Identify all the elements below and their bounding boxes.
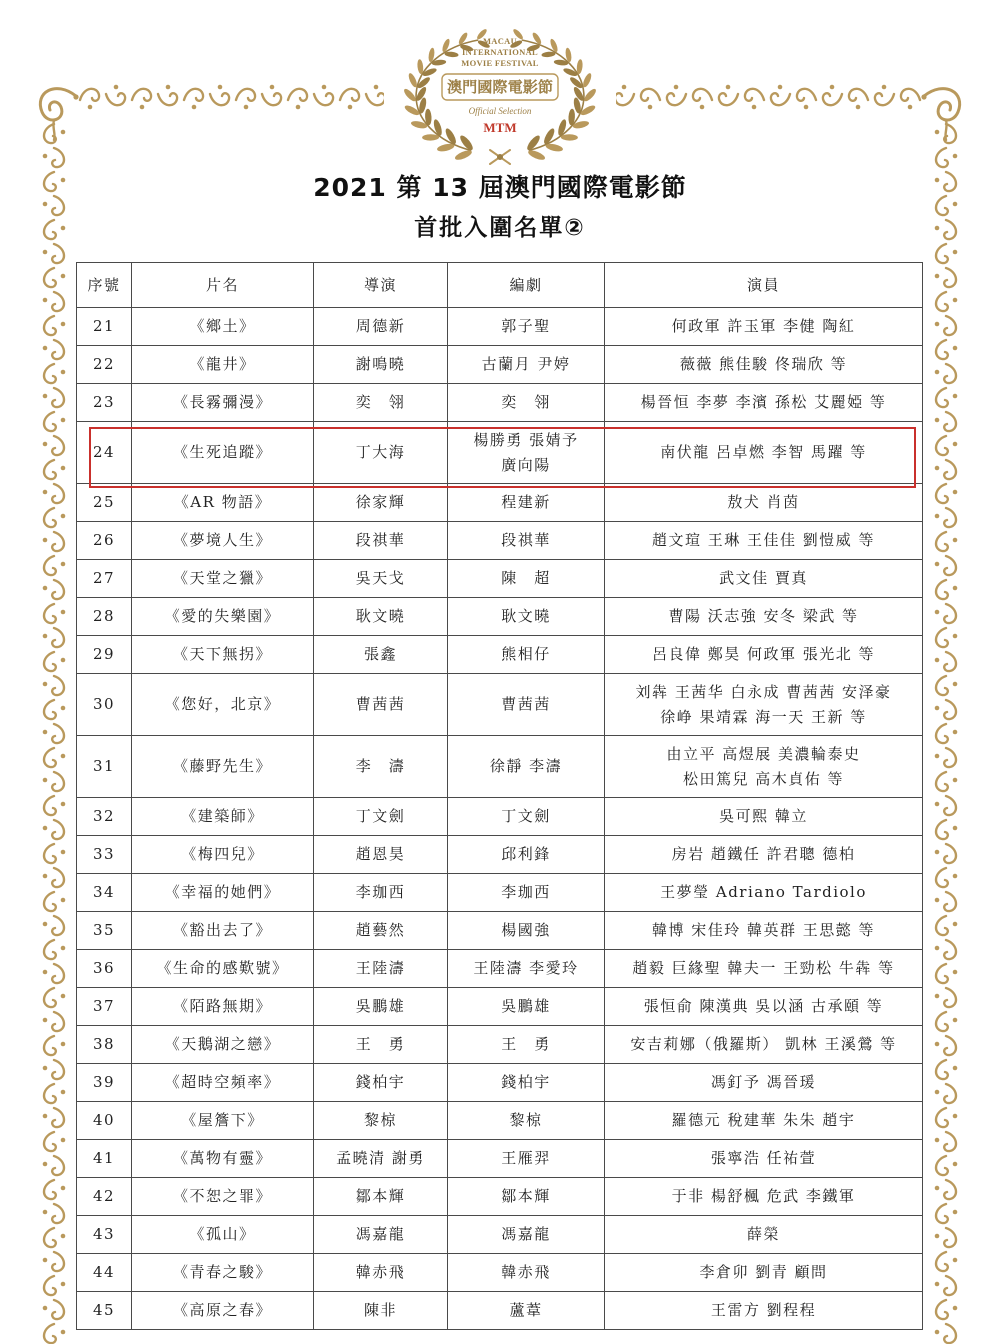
row-number-cell: 27 (77, 560, 132, 598)
writer-cell: 邱利鋒 (448, 836, 605, 874)
film-title-cell: 《生命的感歎號》 (132, 950, 314, 988)
cast-cell: 馮釘予 馮晉瑗 (605, 1064, 923, 1102)
row-number-cell: 44 (77, 1254, 132, 1292)
table-row (77, 484, 923, 522)
table-row (77, 422, 923, 484)
logo-official-selection: Official Selection (468, 106, 532, 116)
row-number-cell: 26 (77, 522, 132, 560)
cast-cell: 呂良偉 鄭昊 何政軍 張光北 等 (605, 636, 923, 674)
director-cell: 趙恩昊 (314, 836, 448, 874)
row-number-cell: 43 (77, 1216, 132, 1254)
right-border-strip (928, 122, 964, 1344)
director-cell: 謝鳴曉 (314, 346, 448, 384)
writer-cell: 段祺華 (448, 522, 605, 560)
film-title-cell: 《萬物有靈》 (132, 1140, 314, 1178)
column-header-director: 導演 (314, 263, 448, 308)
table-row (77, 346, 923, 384)
table-row (77, 522, 923, 560)
table-row (77, 736, 923, 798)
laurel-leaf (422, 134, 439, 141)
film-title-cell: 《龍井》 (132, 346, 314, 384)
writer-cell: 李珈西 (448, 874, 605, 912)
writer-cell: 吳鵬雄 (448, 988, 605, 1026)
director-cell: 耿文曉 (314, 598, 448, 636)
director-cell: 丁大海 (314, 422, 448, 484)
writer-cell: 鄒本輝 (448, 1178, 605, 1216)
left-border-strip (36, 122, 72, 1344)
top-left-border-strip (78, 80, 384, 114)
column-header-number: 序號 (77, 263, 132, 308)
row-number-cell: 33 (77, 836, 132, 874)
director-cell: 張鑫 (314, 636, 448, 674)
cast-cell: 李倉卯 劉青 顧問 (605, 1254, 923, 1292)
laurel-leaf (402, 87, 417, 103)
cast-cell: 羅德元 稅建華 朱朱 趙宇 (605, 1102, 923, 1140)
logo-brand: MTM (483, 120, 517, 135)
cast-cell: 薇薇 熊佳駿 佟瑞欣 等 (605, 346, 923, 384)
film-title-cell: 《屋簷下》 (132, 1102, 314, 1140)
director-cell: 吳鵬雄 (314, 988, 448, 1026)
director-cell: 吳天戈 (314, 560, 448, 598)
cast-cell: 王夢瑩 Adriano Tardiolo (605, 874, 923, 912)
table-row (77, 674, 923, 736)
table-row (77, 1026, 923, 1064)
film-title-cell: 《鄉土》 (132, 308, 314, 346)
film-title-cell: 《夢境人生》 (132, 522, 314, 560)
table-row (77, 1254, 923, 1292)
row-number-cell: 30 (77, 674, 132, 736)
table-row (77, 598, 923, 636)
column-header-film-title: 片名 (132, 263, 314, 308)
table-body (77, 308, 923, 1330)
row-number-cell: 39 (77, 1064, 132, 1102)
row-number-cell: 45 (77, 1292, 132, 1330)
film-title-cell: 《天鵝湖之戀》 (132, 1026, 314, 1064)
logo-line-movie-festival: MOVIE FESTIVAL (461, 58, 539, 68)
director-cell: 王 勇 (314, 1026, 448, 1064)
writer-cell: 熊相仔 (448, 636, 605, 674)
row-number-cell: 38 (77, 1026, 132, 1064)
page-subtitle: 首批入圍名單② (414, 215, 586, 241)
row-number-cell: 23 (77, 384, 132, 422)
film-title-cell: 《愛的失樂園》 (132, 598, 314, 636)
cast-cell: 曹陽 沃志強 安冬 梁武 等 (605, 598, 923, 636)
writer-cell: 曹茜茜 (448, 674, 605, 736)
cast-cell: 房岩 趙鐵任 許君聰 德柏 (605, 836, 923, 874)
laurel-leaf (432, 118, 443, 136)
writer-cell: 耿文曉 (448, 598, 605, 636)
director-cell: 李珈西 (314, 874, 448, 912)
film-title-cell: 《不恕之罪》 (132, 1178, 314, 1216)
laurel-leaf (557, 118, 568, 136)
writer-cell: 徐靜 李濤 (448, 736, 605, 798)
director-cell: 段祺華 (314, 522, 448, 560)
row-number-cell: 36 (77, 950, 132, 988)
table-row (77, 1102, 923, 1140)
director-cell: 趙藝然 (314, 912, 448, 950)
writer-cell: 奕 翎 (448, 384, 605, 422)
film-title-cell: 《陌路無期》 (132, 988, 314, 1026)
writer-cell: 王 勇 (448, 1026, 605, 1064)
laurel-leaf (441, 38, 451, 53)
row-number-cell: 29 (77, 636, 132, 674)
wreath-ribbon-icon (490, 150, 510, 164)
row-number-cell: 21 (77, 308, 132, 346)
table-header-row (77, 263, 923, 308)
cast-cell: 楊晉恒 李夢 李濱 孫松 艾麗婭 等 (605, 384, 923, 422)
laurel-leaf (549, 38, 559, 53)
film-title-cell: 《幸福的她們》 (132, 874, 314, 912)
table-row (77, 874, 923, 912)
table-row (77, 988, 923, 1026)
writer-cell: 蘆葦 (448, 1292, 605, 1330)
director-cell: 李 濤 (314, 736, 448, 798)
cast-cell: 韓博 宋佳玲 韓英群 王思懿 等 (605, 912, 923, 950)
director-cell: 韓赤飛 (314, 1254, 448, 1292)
selection-table (76, 262, 923, 1330)
cast-cell: 于非 楊舒楓 危武 李鐵軍 (605, 1178, 923, 1216)
row-number-cell: 34 (77, 874, 132, 912)
cast-cell: 何政軍 許玉軍 李健 陶紅 (605, 308, 923, 346)
laurel-leaf (561, 134, 578, 141)
cast-cell: 張寧浩 任祐萱 (605, 1140, 923, 1178)
cast-cell: 刘犇 王茜华 白永成 曹茜茜 安泽豪 徐峥 果靖霖 海一天 王新 等 (605, 674, 923, 736)
logo-chinese-name: 澳門國際電影節 (447, 78, 553, 96)
table-row (77, 836, 923, 874)
table-row (77, 1140, 923, 1178)
cast-cell: 薛榮 (605, 1216, 923, 1254)
row-number-cell: 40 (77, 1102, 132, 1140)
row-number-cell: 37 (77, 988, 132, 1026)
writer-cell: 程建新 (448, 484, 605, 522)
cast-cell: 武文佳 賈真 (605, 560, 923, 598)
writer-cell: 黎椋 (448, 1102, 605, 1140)
logo-line-macau: MACAU (482, 36, 518, 46)
column-header-cast: 演員 (605, 263, 923, 308)
column-header-writer: 編劇 (448, 263, 605, 308)
writer-cell: 楊國強 (448, 912, 605, 950)
writer-cell: 馮嘉龍 (448, 1216, 605, 1254)
director-cell: 錢柏宇 (314, 1064, 448, 1102)
top-right-border-strip (616, 80, 922, 114)
film-title-cell: 《AR 物語》 (132, 484, 314, 522)
row-number-cell: 42 (77, 1178, 132, 1216)
film-title-cell: 《超時空頻率》 (132, 1064, 314, 1102)
film-title-cell: 《豁出去了》 (132, 912, 314, 950)
row-number-cell: 35 (77, 912, 132, 950)
film-title-cell: 《高原之春》 (132, 1292, 314, 1330)
director-cell: 周德新 (314, 308, 448, 346)
cast-cell: 王雷方 劉程程 (605, 1292, 923, 1330)
film-title-cell: 《孤山》 (132, 1216, 314, 1254)
row-number-cell: 31 (77, 736, 132, 798)
row-number-cell: 41 (77, 1140, 132, 1178)
laurel-leaf (583, 87, 598, 103)
table-row (77, 950, 923, 988)
writer-cell: 古蘭月 尹婷 (448, 346, 605, 384)
table-row (77, 560, 923, 598)
director-cell: 孟曉清 謝勇 (314, 1140, 448, 1178)
table-row (77, 912, 923, 950)
film-title-cell: 《您好，北京》 (132, 674, 314, 736)
festival-logo (396, 22, 604, 170)
director-cell: 鄒本輝 (314, 1178, 448, 1216)
writer-cell: 郭子聖 (448, 308, 605, 346)
cast-cell: 敖犬 肖茵 (605, 484, 923, 522)
writer-cell: 王雁羿 (448, 1140, 605, 1178)
writer-cell: 王陸濤 李愛玲 (448, 950, 605, 988)
director-cell: 馮嘉龍 (314, 1216, 448, 1254)
table-row (77, 1292, 923, 1330)
logo-line-international: INTERNATIONAL (461, 47, 539, 57)
cast-cell: 由立平 高煜展 美濃輪泰史 松田篤兒 高木貞佑 等 (605, 736, 923, 798)
director-cell: 陳非 (314, 1292, 448, 1330)
table-row (77, 384, 923, 422)
director-cell: 丁文劍 (314, 798, 448, 836)
table-row (77, 1064, 923, 1102)
film-title-cell: 《生死追蹤》 (132, 422, 314, 484)
table-row (77, 636, 923, 674)
film-title-cell: 《建築師》 (132, 798, 314, 836)
film-title-cell: 《藤野先生》 (132, 736, 314, 798)
page-title: 2021 第 13 屆澳門國際電影節 (313, 173, 687, 202)
director-cell: 曹茜茜 (314, 674, 448, 736)
cast-cell: 趙毅 巨緣聖 韓夫一 王勁松 牛犇 等 (605, 950, 923, 988)
table-row (77, 308, 923, 346)
writer-cell: 韓赤飛 (448, 1254, 605, 1292)
table-row (77, 1216, 923, 1254)
director-cell: 奕 翎 (314, 384, 448, 422)
cast-cell: 吳可熙 韓立 (605, 798, 923, 836)
film-title-cell: 《青春之駿》 (132, 1254, 314, 1292)
row-number-cell: 22 (77, 346, 132, 384)
director-cell: 黎椋 (314, 1102, 448, 1140)
row-number-cell: 32 (77, 798, 132, 836)
cast-cell: 南伏龍 呂卓燃 李智 馬躍 等 (605, 422, 923, 484)
row-number-cell: 24 (77, 422, 132, 484)
table-row (77, 1178, 923, 1216)
writer-cell: 錢柏宇 (448, 1064, 605, 1102)
table-row (77, 798, 923, 836)
film-title-cell: 《天下無拐》 (132, 636, 314, 674)
row-number-cell: 28 (77, 598, 132, 636)
row-number-cell: 25 (77, 484, 132, 522)
director-cell: 徐家輝 (314, 484, 448, 522)
director-cell: 王陸濤 (314, 950, 448, 988)
writer-cell: 楊勝勇 張婧予 廣向陽 (448, 422, 605, 484)
film-title-cell: 《天堂之獵》 (132, 560, 314, 598)
cast-cell: 安吉莉娜（俄羅斯） 凱林 王溪鶯 等 (605, 1026, 923, 1064)
film-title-cell: 《梅四兒》 (132, 836, 314, 874)
cast-cell: 趙文瑄 王琳 王佳佳 劉愷威 等 (605, 522, 923, 560)
writer-cell: 丁文劍 (448, 798, 605, 836)
film-title-cell: 《長霧彌漫》 (132, 384, 314, 422)
cast-cell: 張恒俞 陳漢典 吳以涵 古承頤 等 (605, 988, 923, 1026)
writer-cell: 陳 超 (448, 560, 605, 598)
